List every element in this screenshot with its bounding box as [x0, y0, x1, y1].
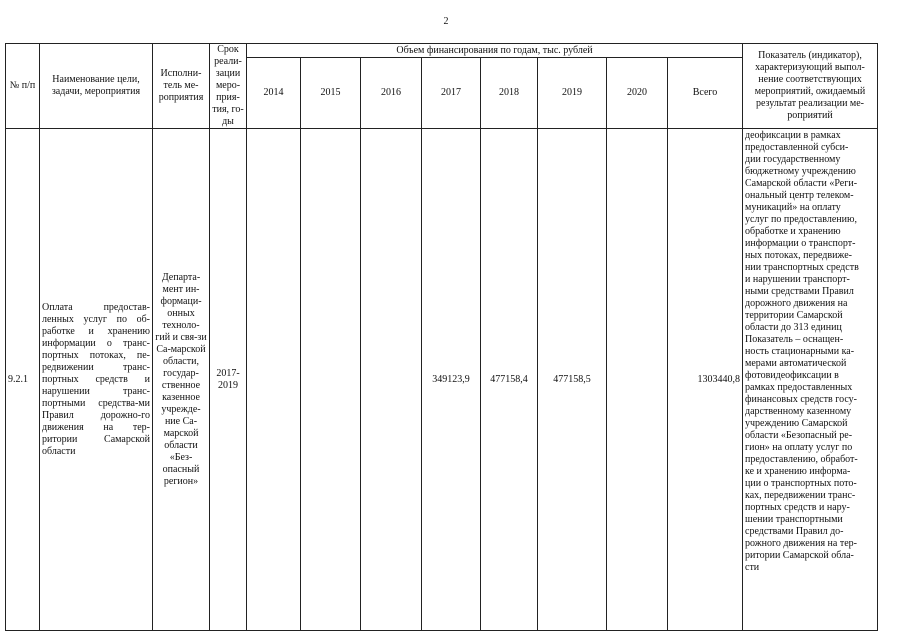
indicator-line: ритории Самарской обла-	[745, 550, 854, 561]
indicator-line: сти	[745, 562, 760, 573]
header-period: Срок реали-зации меро-прия-тия, го-ды	[210, 44, 247, 129]
indicator-line: области «Безопасный ре-	[745, 430, 853, 441]
row-value-2017: 349123,9	[422, 129, 481, 631]
indicator-line: нии транспортных средств	[745, 262, 859, 273]
indicator-line: дарственному казенному	[745, 406, 852, 417]
header-year: 2015	[301, 58, 361, 129]
header-name: Наименование цели, задачи, мероприятия	[40, 44, 153, 129]
indicator-line: шении транспортными	[745, 514, 843, 525]
table-row	[6, 129, 878, 631]
indicator-line: учреждению Самарской	[745, 418, 848, 429]
indicator-line: рожного движения на тер-	[745, 538, 857, 549]
indicator-line: ными средствами Правил	[745, 286, 854, 297]
indicator-line: дорожного движения на	[745, 298, 848, 309]
indicator-line: деофиксации в рамках	[745, 130, 841, 141]
indicator-line: ках, передвижении транс-	[745, 490, 856, 501]
header-year: 2020	[607, 58, 668, 129]
indicator-line: фотовидеофиксации в	[745, 370, 839, 381]
row-name: Оплата предостав-ленных услуг по об-работке и хранению информации о транс-портных потоках, пе-редвижении транс-портных средств и нарушении транс-портными средства-ми Правил дорожно-го движения на тер-ритории Самарской области	[40, 129, 153, 631]
indicator-line: финансовых средств госу-	[745, 394, 857, 405]
indicator-line: ность стационарными ка-	[745, 346, 855, 357]
header-executor: Исполни-тель ме-роприятия	[153, 44, 210, 129]
header-year: 2018	[481, 58, 538, 129]
row-period: 2017-2019	[210, 129, 247, 631]
row-indicator	[743, 129, 878, 631]
indicator-line: области до 313 единиц	[745, 322, 842, 333]
indicator-line: ных потоках, передвиже-	[745, 250, 852, 261]
indicator-line: дии государственному	[745, 154, 841, 165]
page-number: 2	[443, 16, 449, 27]
header-indicator: Показатель (индикатор), характеризующий выпол-нение соответствующих мероприятий, ожидаемый результат реализации ме-роприятий	[743, 44, 878, 129]
header-year: 2014	[247, 58, 301, 129]
row-executor: Департа-мент ин-формаци-онных техноло-гий и свя-зи Са-марской области, государ-ственное казенное учрежде-ние Са-марской области «Без-опасный регион»	[153, 129, 210, 631]
indicator-line: мерами автоматической	[745, 358, 847, 369]
header-financing-group: Объем финансирования по годам, тыс. рублей	[247, 44, 743, 58]
row-total: 1303440,8	[668, 129, 743, 631]
row-num: 9.2.1	[6, 129, 40, 631]
indicator-line: рамках предоставленных	[745, 382, 853, 393]
row-value-2014	[247, 129, 301, 631]
indicator-line: информации о транспорт-	[745, 238, 856, 249]
header-num: № п/п	[6, 44, 40, 129]
row-value-2018: 477158,4	[481, 129, 538, 631]
indicator-line: муникаций» на оплату	[745, 202, 841, 213]
indicator-line: гион» на оплату услуг по	[745, 442, 853, 453]
row-value-2016	[361, 129, 422, 631]
row-value-2015	[301, 129, 361, 631]
header-year: 2017	[422, 58, 481, 129]
indicator-line: бюджетному учреждению	[745, 166, 856, 177]
indicator-line: территории Самарской	[745, 310, 843, 321]
indicator-line: обработке и хранению	[745, 226, 841, 237]
indicator-line: и нарушении транспорт-	[745, 274, 850, 285]
indicator-line: ке и хранению информа-	[745, 466, 851, 477]
indicator-line: услуг по предоставлению,	[745, 214, 857, 225]
indicator-line: средствами Правил до-	[745, 526, 844, 537]
indicator-line: Самарской области «Реги-	[745, 178, 858, 189]
header-total: Всего	[668, 58, 743, 129]
row-value-2020	[607, 129, 668, 631]
row-value-2019: 477158,5	[538, 129, 607, 631]
indicator-line: предоставлению, обработ-	[745, 454, 858, 465]
header-year: 2016	[361, 58, 422, 129]
indicator-line: Показатель – оснащен-	[745, 334, 844, 345]
indicator-line: портных средств и нару-	[745, 502, 850, 513]
financing-table	[5, 43, 878, 631]
indicator-line: ональный центр телеком-	[745, 190, 854, 201]
header-year: 2019	[538, 58, 607, 129]
indicator-line: предоставленной субси-	[745, 142, 849, 153]
indicator-line: ции о транспортных пото-	[745, 478, 857, 489]
